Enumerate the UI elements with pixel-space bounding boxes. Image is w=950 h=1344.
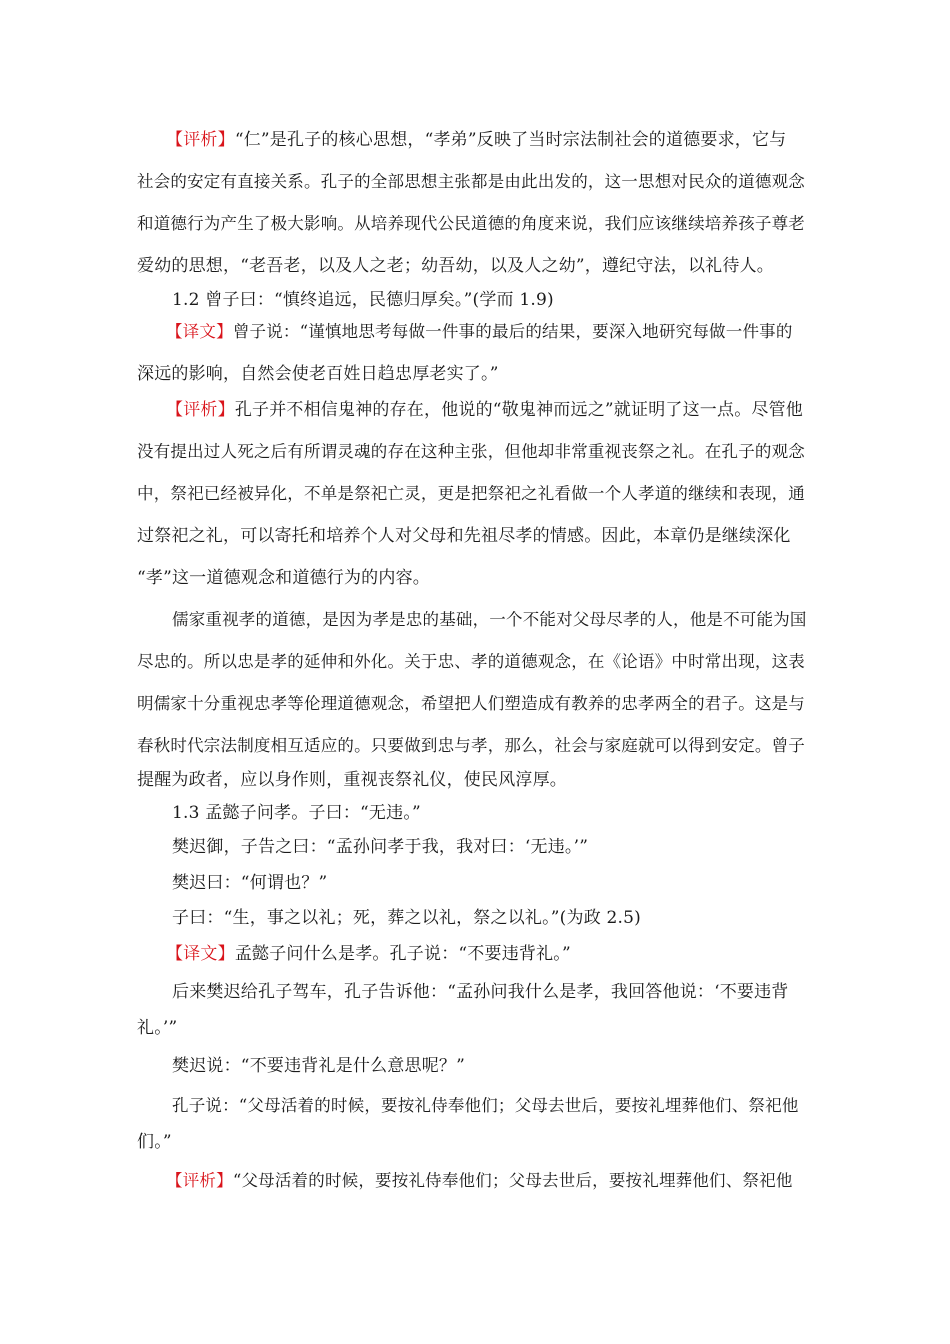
- text-line: [137, 482, 805, 506]
- line-text: 们。”: [137, 1132, 172, 1152]
- text-line: [137, 524, 791, 548]
- text-line: [166, 320, 793, 344]
- line-text: 樊迟说：“不要违背礼是什么意思呢？”: [172, 1056, 465, 1076]
- text-line: [172, 801, 421, 825]
- line-text: 和道德行为产生了极大影响。从培养现代公民道德的角度来说，我们应该继续培养孩子尊老: [137, 214, 805, 233]
- text-line: [166, 398, 803, 422]
- line-text: 儒家重视孝的道德，是因为孝是忠的基础，一个不能对父母尽孝的人，他是不可能为国: [172, 610, 807, 629]
- text-line: [137, 254, 774, 278]
- text-line: [137, 362, 499, 386]
- line-text: 孔子并不相信鬼神的存在，他说的“敬鬼神而远之”就证明了这一点。尽管他: [234, 400, 803, 420]
- line-text: “孝”这一道德观念和道德行为的内容。: [137, 568, 430, 588]
- line-text: 中，祭祀已经被异化，不单是祭祀亡灵，更是把祭祀之礼看做一个人孝道的继续和表现，通: [137, 484, 805, 503]
- line-text: 爱幼的思想，“老吾老，以及人之老；幼吾幼，以及人之幼”，遵纪守法，以礼待人。: [137, 256, 774, 276]
- line-text: 樊迟御，子告之曰：“孟孙问孝于我，我对曰：‘无违。’”: [172, 837, 589, 857]
- line-text: “父母活着的时候，要按礼侍奉他们；父母去世后，要按礼埋葬他们、祭祀他: [232, 1171, 793, 1190]
- line-text: 明儒家十分重视忠孝等伦理道德观念，希望把人们塑造成有教养的忠孝两全的君子。这是与: [137, 694, 805, 713]
- text-line: [172, 288, 554, 312]
- line-text: 深远的影响，自然会使老百姓日趋忠厚老实了。”: [137, 364, 499, 384]
- line-text: 没有提出过人死之后有所谓灵魂的存在这种主张，但他却非常重视丧祭之礼。在孔子的观念: [137, 442, 805, 461]
- line-text: 孟懿子问什么是孝。孔子说：“不要违背礼。”: [234, 944, 571, 964]
- text-line: [172, 1094, 799, 1118]
- text-line: [137, 170, 805, 194]
- text-line: [137, 650, 805, 674]
- text-line: [137, 566, 430, 590]
- label-tag: 【译文】: [166, 322, 233, 341]
- line-text: 孔子说：“父母活着的时候，要按礼侍奉他们；父母去世后，要按礼埋葬他们、祭祀他: [172, 1096, 799, 1115]
- text-line: [172, 906, 641, 930]
- line-text: 1.2 曾子曰：“慎终追远，民德归厚矣。”(学而 1.9): [172, 290, 554, 310]
- line-text: 礼。’”: [137, 1018, 178, 1038]
- text-line: [166, 942, 571, 966]
- line-text: 过祭祀之礼，可以寄托和培养个人对父母和先祖尽孝的情感。因此，本章仍是继续深化: [137, 526, 791, 546]
- line-text: 后来樊迟给孔子驾车，孔子告诉他：“孟孙问我什么是孝，我回答他说：‘不要违背: [172, 982, 789, 1002]
- line-text: 1.3 孟懿子问孝。子曰：“无违。”: [172, 803, 421, 823]
- label-tag: 【译文】: [166, 944, 235, 964]
- line-text: 尽忠的。所以忠是孝的延伸和外化。关于忠、孝的道德观念，在《论语》中时常出现，这表: [137, 652, 805, 671]
- label-tag: 【评析】: [166, 400, 235, 420]
- line-text: 子曰：“生，事之以礼；死，葬之以礼，祭之以礼。”(为政 2.5): [172, 908, 641, 928]
- text-line: [166, 1169, 793, 1193]
- line-text: 樊迟曰：“何谓也？”: [172, 873, 328, 893]
- line-text: 社会的安定有直接关系。孔子的全部思想主张都是由此出发的，这一思想对民众的道德观念: [137, 172, 805, 191]
- text-line: [166, 128, 786, 152]
- text-line: [172, 980, 789, 1004]
- label-tag: 【评析】: [166, 1171, 233, 1190]
- text-line: [172, 1054, 465, 1078]
- text-line: [137, 734, 805, 758]
- line-text: 春秋时代宗法制度相互适应的。只要做到忠与孝，那么，社会与家庭就可以得到安定。曾子: [137, 736, 805, 755]
- text-line: [137, 692, 805, 716]
- text-line: [172, 835, 588, 859]
- line-text: “仁”是孔子的核心思想，“孝弟”反映了当时宗法制社会的道德要求，它与: [234, 130, 787, 150]
- text-line: [137, 768, 567, 792]
- text-line: [137, 212, 805, 236]
- text-line: [137, 440, 805, 464]
- text-line: [137, 1016, 177, 1040]
- text-line: [172, 871, 327, 895]
- line-text: 曾子说：“谨慎地思考每做一件事的最后的结果，要深入地研究每做一件事的: [232, 322, 793, 341]
- text-line: [172, 608, 807, 632]
- label-tag: 【评析】: [166, 130, 235, 150]
- line-text: 提醒为政者，应以身作则，重视丧祭礼仪，使民风淳厚。: [137, 770, 567, 790]
- text-line: [137, 1130, 172, 1154]
